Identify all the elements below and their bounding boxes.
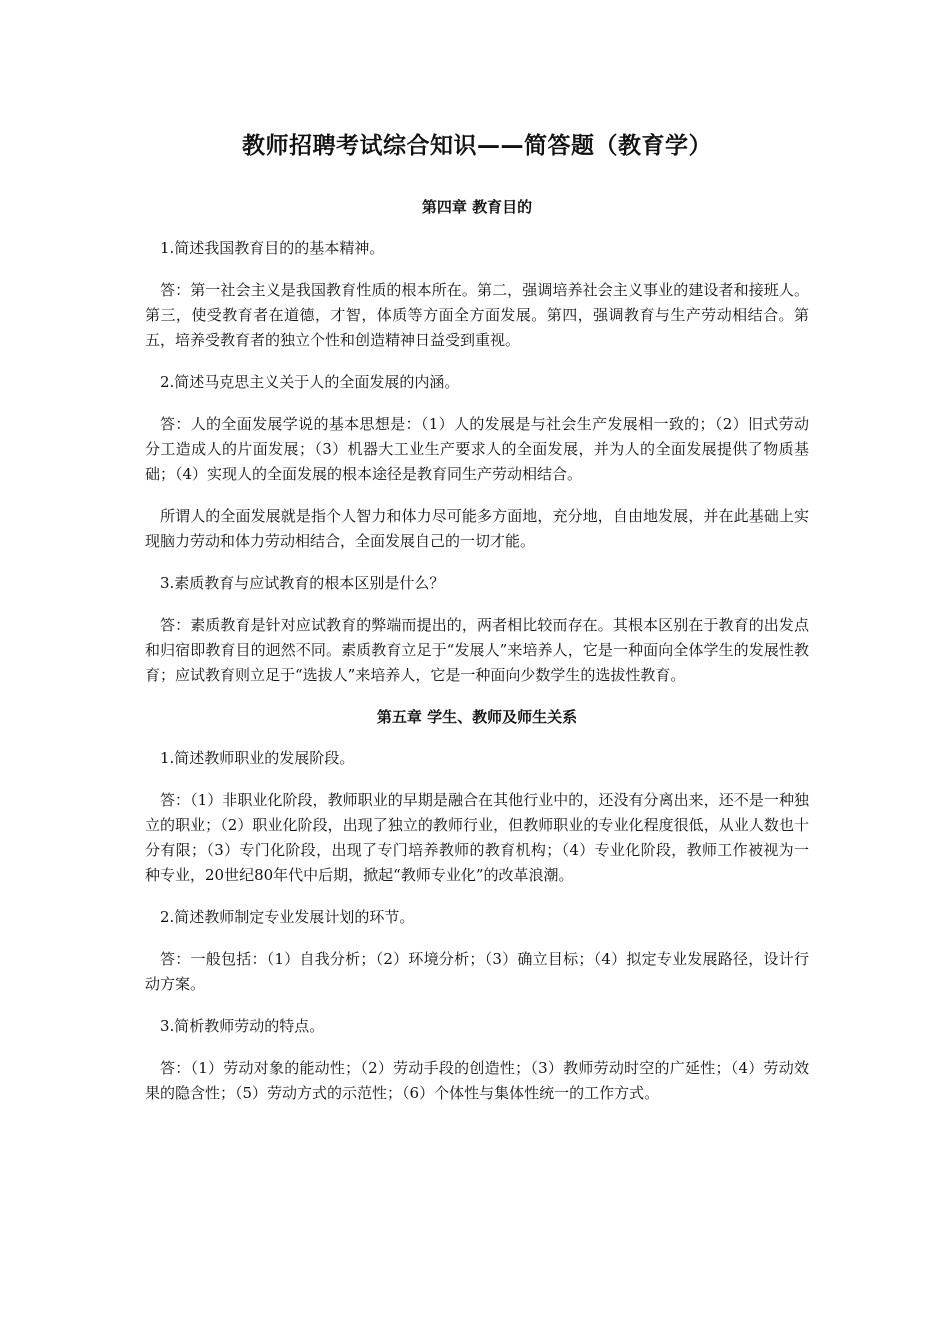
- question: 2.简述教师制定专业发展计划的环节。: [160, 908, 415, 926]
- answer: 答：（1）劳动对象的能动性；（2）劳动手段的创造性；（3）教师劳动时空的广延性；（4）劳动效果的隐含性；（5）劳动方式的示范性；（6）个体性与集体性统一的工作方式。: [145, 1059, 809, 1102]
- question: 3.素质教育与应试教育的根本区别是什么？: [160, 574, 445, 592]
- chapter-title: 第五章 学生、教师及师生关系: [376, 708, 578, 726]
- answer: 答：第一社会主义是我国教育性质的根本所在。第二，强调培养社会主义事业的建设者和接班人。第三，使受教育者在道德，才智，体质等方面全方面发展。第四，强调教育与生产劳动相结合。第五，培养受教育者的独立个性和创造精神日益受到重视。: [145, 281, 809, 349]
- answer: 答：（1）非职业化阶段，教师职业的早期是融合在其他行业中的，还没有分离出来，还不是一种独立的职业；（2）职业化阶段，出现了独立的教师行业，但教师职业的专业化程度很低，从业人数也十分有限；（3）专门化阶段，出现了专门培养教师的教育机构；（4）专业化阶段，教师工作被视为一种专业，20世纪80年代中后期，掀起“教师专业化”的改革浪潮。: [145, 791, 809, 884]
- document-title: 教师招聘考试综合知识——简答题（教育学）: [242, 133, 712, 159]
- chapter-5: [145, 705, 809, 1106]
- answer: 答：人的全面发展学说的基本思想是：（1）人的发展是与社会生产发展相一致的；（2）旧式劳动分工造成人的片面发展；（3）机器大工业生产要求人的全面发展，并为人的全面发展提供了物质基础；（4）实现人的全面发展的根本途径是教育同生产劳动相结合。: [145, 415, 809, 483]
- question: 2.简述马克思主义关于人的全面发展的内涵。: [160, 373, 460, 391]
- chapter-title: 第四章 教育目的: [421, 198, 533, 216]
- document-page: [145, 128, 809, 1123]
- question: 1.简述我国教育目的的基本精神。: [160, 239, 385, 257]
- answer: 答：一般包括：（1）自我分析；（2）环境分析；（3）确立目标；（4）拟定专业发展路径，设计行动方案。: [145, 950, 809, 993]
- question: 1.简述教师职业的发展阶段。: [160, 749, 355, 767]
- question: 3.简析教师劳动的特点。: [160, 1017, 325, 1035]
- answer-paragraph: 所谓人的全面发展就是指个人智力和体力尽可能多方面地，充分地，自由地发展，并在此基础上实现脑力劳动和体力劳动相结合，全面发展自己的一切才能。: [145, 507, 809, 550]
- answer: 答：素质教育是针对应试教育的弊端而提出的，两者相比较而存在。其根本区别在于教育的出发点和归宿即教育目的迥然不同。素质教育立足于“发展人”来培养人，它是一种面向全体学生的发展性教育；应试教育则立足于“选拔人”来培养人，它是一种面向少数学生的选拔性教育。: [145, 616, 809, 684]
- chapter-4: [145, 195, 809, 688]
